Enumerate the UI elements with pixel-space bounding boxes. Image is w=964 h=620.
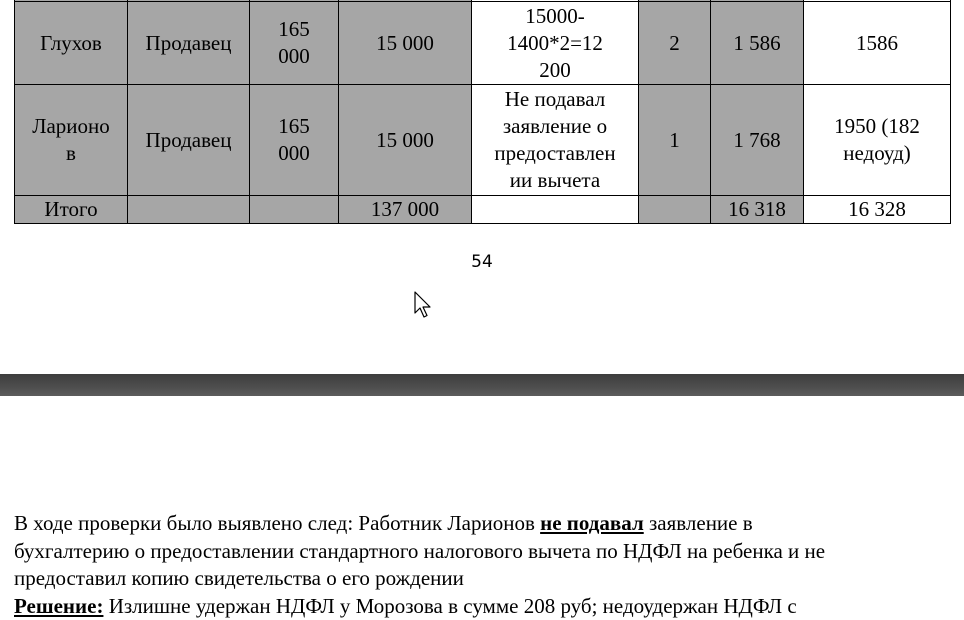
table-row-glukhov	[15, 2, 951, 85]
mouse-pointer-icon	[414, 291, 434, 319]
ndfl-withheld-cell: 1 586	[711, 2, 804, 85]
employee-name-cell: Ларионо в	[15, 85, 128, 196]
employee-name-cell: Глухов	[15, 2, 128, 85]
text-run: Излишне удержан НДФЛ у Морозова в сумме 208 руб; недоудержан НДФЛ с	[103, 594, 796, 618]
salary-cell: 15 000	[339, 85, 472, 196]
total-correct-cell: 16 328	[804, 196, 951, 224]
position-cell: Продавец	[128, 85, 250, 196]
total-withheld-cell: 16 318	[711, 196, 804, 224]
emphasis-text: не подавал	[540, 511, 644, 535]
income-cell: 165 000	[250, 2, 339, 85]
income-cell: 165 000	[250, 85, 339, 196]
table-row-larionov	[15, 85, 951, 196]
total-salary-cell: 137 000	[339, 196, 472, 224]
ndfl-table	[14, 0, 951, 224]
paragraph-line: бухгалтерию о предоставлении стандартного налогового вычета по НДФЛ на ребенка и не	[14, 538, 954, 566]
children-count-cell: 1	[639, 85, 711, 196]
text-run: В ходе проверки было выявлено след: Работник Ларионов	[14, 511, 540, 535]
paragraph-line	[14, 510, 954, 538]
children-count-cell: 2	[639, 2, 711, 85]
table-cell	[250, 196, 339, 224]
table-row-total	[15, 196, 951, 224]
table-cell	[128, 196, 250, 224]
table-cell	[639, 196, 711, 224]
ndfl-correct-cell: 1586	[804, 2, 951, 85]
paragraph-line: предоставил копию свидетельства о его рождении	[14, 565, 954, 593]
body-paragraph	[14, 510, 954, 620]
tax-base-cell: 15000- 1400*2=12 200	[472, 2, 639, 85]
solution-label: Решение:	[14, 594, 103, 618]
table-cell	[472, 196, 639, 224]
ndfl-withheld-cell: 1 768	[711, 85, 804, 196]
page-separator	[0, 374, 964, 396]
position-cell: Продавец	[128, 2, 250, 85]
salary-cell: 15 000	[339, 2, 472, 85]
total-label-cell: Итого	[15, 196, 128, 224]
tax-base-cell: Не подавал заявление о предоставлен ии вычета	[472, 85, 639, 196]
ndfl-correct-cell: 1950 (182 недоуд)	[804, 85, 951, 196]
text-run: заявление в	[644, 511, 753, 535]
paragraph-line	[14, 593, 954, 620]
page-number: 54	[0, 252, 964, 272]
